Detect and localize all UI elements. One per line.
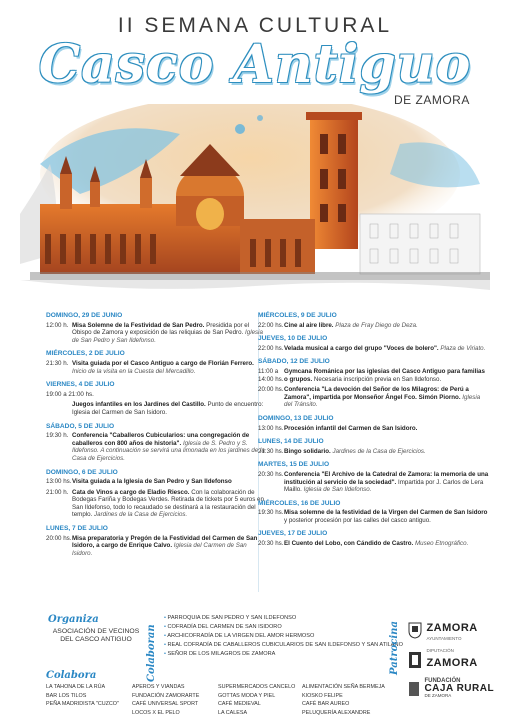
- program-event: [258, 322, 490, 330]
- day-title: DOMINGO, 13 DE JULIO: [258, 414, 334, 422]
- day-title: DOMINGO, 29 DE JUNIO: [46, 312, 123, 319]
- fundacion-caja-rural-logo: [408, 678, 494, 699]
- program-right-column: [258, 312, 490, 554]
- logo-small-text: DIPUTACIÓN: [426, 648, 454, 653]
- program-event: [258, 471, 490, 494]
- day-title: VIERNES, 4 DE JULIO: [46, 381, 115, 389]
- day-title: MIÉRCOLES, 2 DE JULIO: [46, 350, 125, 358]
- list-item: PEÑA MADRIDISTA "CUZCO": [46, 701, 119, 707]
- event-time: 13:00 hs.: [46, 478, 72, 486]
- list-item: LA TAHONA DE LA RÚA: [46, 684, 106, 690]
- event-text: Impartida por J. Carlos de Lera Maillo.: [284, 478, 484, 494]
- event-title: Procesión infantil del Carmen de San Isidoro.: [284, 424, 418, 432]
- program-day: [258, 335, 490, 352]
- day-title: DOMINGO, 6 DE JULIO: [46, 468, 118, 476]
- day-title: JUEVES, 10 DE JULIO: [258, 335, 328, 343]
- event-note: Museo Etnográfico.: [415, 540, 469, 548]
- event-text: Presidida por el Obispo de Zamora y exposición de las reliquias de San Pedro.: [72, 321, 250, 337]
- diputacion-logo: [408, 648, 478, 671]
- program-event: [258, 509, 490, 524]
- event-time: 11:00 a 14:00 hs.: [258, 367, 284, 383]
- event-title: Cine al aire libre.: [284, 321, 334, 329]
- event-time: 20:30 hs.: [258, 540, 284, 548]
- event-text: Punto de encuentro: Iglesia del Carmen de San Isidoro.: [72, 401, 264, 416]
- list-item: APEROS Y VIANDAS: [132, 684, 185, 690]
- event-note: Iglesia del Tránsito.: [284, 393, 481, 409]
- event-time: 20:00 hs.: [46, 534, 72, 542]
- list-item: • REAL COFRADÍA DE CABALLEROS CUBICULARIOS DE SAN ILDEFONSO Y SAN ATILANO: [164, 641, 403, 650]
- list-item: CAFÉ MEDIEVAL: [218, 701, 261, 707]
- event-time: 13:00 hs.: [258, 424, 284, 432]
- program-day: [258, 358, 490, 409]
- list-item: SUPERMERCADOS CANCELO: [218, 684, 296, 690]
- logo-text: CAJA RURAL: [424, 683, 495, 694]
- day-title: MARTES, 15 DE JULIO: [258, 461, 330, 469]
- event-time: 21:30 h.: [46, 359, 69, 367]
- program-day: [46, 312, 266, 344]
- zamora-city-logo: [408, 618, 478, 641]
- event-title: Conferencia "La devoción del Señor de los Milagros: de Perú a Zamora", impartida por Monseñor Ángel Fco. Simón Piorno.: [284, 386, 469, 401]
- program-event: [46, 391, 266, 399]
- day-title: LUNES, 14 DE JULIO: [258, 438, 324, 446]
- event-title: Juegos infantiles en los Jardines del Castillo.: [72, 401, 206, 409]
- list-item: • PARROQUIA DE SAN PEDRO Y SAN ILDEFONSO: [164, 614, 403, 623]
- program-event: [258, 540, 490, 548]
- program-day: [258, 438, 490, 455]
- program-event: [46, 360, 266, 375]
- event-note: Plaza de Viriato.: [440, 344, 486, 352]
- day-title: SÁBADO, 12 DE JULIO: [258, 358, 330, 366]
- footer: [0, 608, 510, 720]
- event-time: 21:30 hs.: [258, 447, 284, 455]
- event-title: Gymcana Románica por las iglesias del Casco Antiguo para familias o grupos.: [284, 367, 485, 383]
- event-title: Misa solemne de la festividad de la Virgen del Carmen de San Isidoro: [284, 509, 488, 517]
- program-day: [258, 312, 490, 329]
- event-text: Con la colaboración de Bodegas Fariña y Bodegas Verdes. Retirada de tickets por 5 euros en San Ildefonso, todo lo recaudado se destinará a la restauración del templo.: [72, 488, 264, 519]
- program-event: [258, 345, 490, 353]
- program-day: [46, 423, 266, 463]
- organiza-label: Organiza: [48, 614, 99, 625]
- list-item: CAFÉ UNIVERSAL SPORT: [132, 701, 199, 707]
- fundacion-mark-icon: [408, 680, 420, 698]
- logo-small-text: AYUNTAMIENTO: [426, 636, 462, 641]
- program-day: [258, 461, 490, 493]
- logo-text: FUNDACIÓN: [424, 678, 461, 684]
- program-day: [46, 350, 266, 375]
- event-note: Jardines de la Casa de Ejercicios.: [94, 511, 188, 519]
- list-item: • SEÑOR DE LOS MILAGROS DE ZAMORA: [164, 650, 403, 659]
- program-day: [46, 469, 266, 520]
- program-day: [258, 500, 490, 525]
- event-title: Cata de Vinos a cargo de Eladio Riesco.: [72, 488, 190, 496]
- event-time: 19:00 a 21:00 hs.: [46, 390, 94, 398]
- event-title: Bingo solidario.: [284, 447, 331, 455]
- list-item: • ARCHICOFRADÍA DE LA VIRGEN DEL AMOR HERMOSO: [164, 632, 403, 641]
- list-item: BAR LOS TILOS: [46, 692, 87, 699]
- program-event: [258, 425, 490, 433]
- day-title: SÁBADO, 5 DE JULIO: [46, 422, 115, 430]
- event-title: Misa preparatoria y Pregón de la Festividad del Carmen de San Isidoro, a cargo de Enrique Calvo.: [72, 534, 258, 550]
- event-time: 22:00 hs.: [258, 344, 284, 352]
- colaboran-label: Colaboran: [146, 624, 157, 682]
- sponsors-column: [218, 683, 295, 717]
- program-event: [46, 478, 266, 486]
- program-event: [46, 322, 266, 345]
- sponsors-column: [132, 683, 199, 717]
- event-time: 19:30 hs.: [258, 509, 284, 517]
- event-time: 21:00 h.: [46, 488, 69, 496]
- event-text: Iglesia de S. Pedro y S. Ildefonso. A continuación se servirá una limonada en los jardines de la Casa de Ejercicios.: [72, 439, 265, 462]
- event-time: 20:00 hs.: [258, 386, 284, 394]
- event-title: Velada musical a cargo del grupo "Voces de bolero".: [284, 344, 439, 352]
- list-item: LOCOS X EL PELO: [132, 709, 180, 716]
- list-item: CAFÉ BAR AUREO: [302, 701, 350, 707]
- logo-text: ZAMORA: [426, 622, 478, 634]
- event-title: Misa Solemne de la Festividad de San Pedro.: [72, 321, 205, 329]
- event-note: Inicio de la visita en la Cuesta del Mercadillo.: [72, 367, 196, 375]
- event-text: Necesaria inscripción previa en San Ildefonso.: [313, 375, 442, 383]
- event-time: 22:00 hs.: [258, 321, 284, 329]
- event-title: Conferencia "El Archivo de la Catedral de Zamora: la memoria de una institución al servicio de la sociedad".: [284, 470, 489, 486]
- collaborators-list: [164, 614, 403, 659]
- day-title: MIÉRCOLES, 16 DE JULIO: [258, 499, 341, 507]
- event-time: 12:00 h.: [46, 321, 69, 329]
- list-item: GOTTAS MODA Y PIEL: [218, 692, 276, 699]
- festival-subtitle: II SEMANA CULTURAL: [117, 14, 393, 37]
- program-day: [258, 530, 490, 547]
- event-time: 19:30 h.: [46, 432, 69, 440]
- event-title: Conferencia "Caballeros Cubicularios: una congregación de caballeros con 800 años de historia".: [72, 432, 250, 447]
- poster-city: DE ZAMORA: [394, 93, 470, 107]
- day-title: JUEVES, 17 DE JULIO: [258, 530, 328, 538]
- logo-text: ZAMORA: [426, 657, 478, 669]
- cathedral-illustration: [20, 104, 490, 309]
- event-time: 20:30 hs.: [258, 470, 284, 478]
- day-title: MIÉRCOLES, 9 DE JULIO: [258, 312, 337, 319]
- sponsors-column: [302, 683, 385, 717]
- event-note: Iglesia de San Pedro y San Ildefonso.: [72, 329, 263, 344]
- event-title: El Cuento del Lobo, con Cándido de Castro.: [284, 540, 414, 548]
- list-item: • COFRADÍA DEL CARMEN DE SAN ISIDORO: [164, 623, 403, 632]
- program-event: [258, 386, 490, 409]
- list-item: LA CALESA: [218, 709, 248, 716]
- event-note: Iglesia de San Ildefonso.: [303, 486, 372, 494]
- event-text: y posterior procesión por las calles del casco antiguo.: [284, 516, 431, 524]
- program-left-column: [46, 312, 266, 563]
- diputacion-crest-icon: [408, 651, 422, 669]
- program-event: [46, 489, 266, 519]
- event-note: Plaza de Fray Diego de Deza.: [335, 321, 418, 329]
- program-day: [46, 525, 266, 557]
- program-day: [46, 381, 266, 416]
- program-event: [46, 535, 266, 558]
- event-title: Visita guiada a la Iglesia de San Pedro y San Ildefonso: [72, 478, 232, 486]
- program-day: [258, 415, 490, 432]
- poster-title: Casco Antiguo: [38, 34, 472, 95]
- program-event: [258, 368, 490, 383]
- sponsors-column: [46, 683, 119, 709]
- list-item: ALIMENTACIÓN SEÑA BERMEJA: [302, 684, 385, 690]
- list-item: FUNDACIÓN ZAMORARTE: [132, 692, 200, 699]
- event-note: Jardines de la Casa de Ejercicios.: [332, 447, 426, 455]
- city-crest-icon: [408, 621, 422, 639]
- program-event: [46, 401, 266, 416]
- day-title: LUNES, 7 DE JULIO: [46, 525, 108, 533]
- program-event: [46, 432, 266, 462]
- logo-small-text: DE ZAMORA: [424, 693, 452, 698]
- program-event: [258, 448, 490, 456]
- organizer-name: ASOCIACIÓN DE VECINOS DEL CASCO ANTIGUO: [52, 628, 140, 643]
- list-item: PELUQUERÍA ALEXANDRE: [302, 709, 371, 716]
- list-item: KIOSKO FELIPE: [302, 692, 343, 699]
- colabora-label: Colabora: [46, 670, 97, 681]
- patrocina-label: Patrocina: [389, 621, 400, 675]
- event-title: Visita guiada por el Casco Antiguo a cargo de Florián Ferrero.: [72, 359, 254, 367]
- event-note: Iglesia del Carmen de San Isidoro.: [72, 542, 247, 557]
